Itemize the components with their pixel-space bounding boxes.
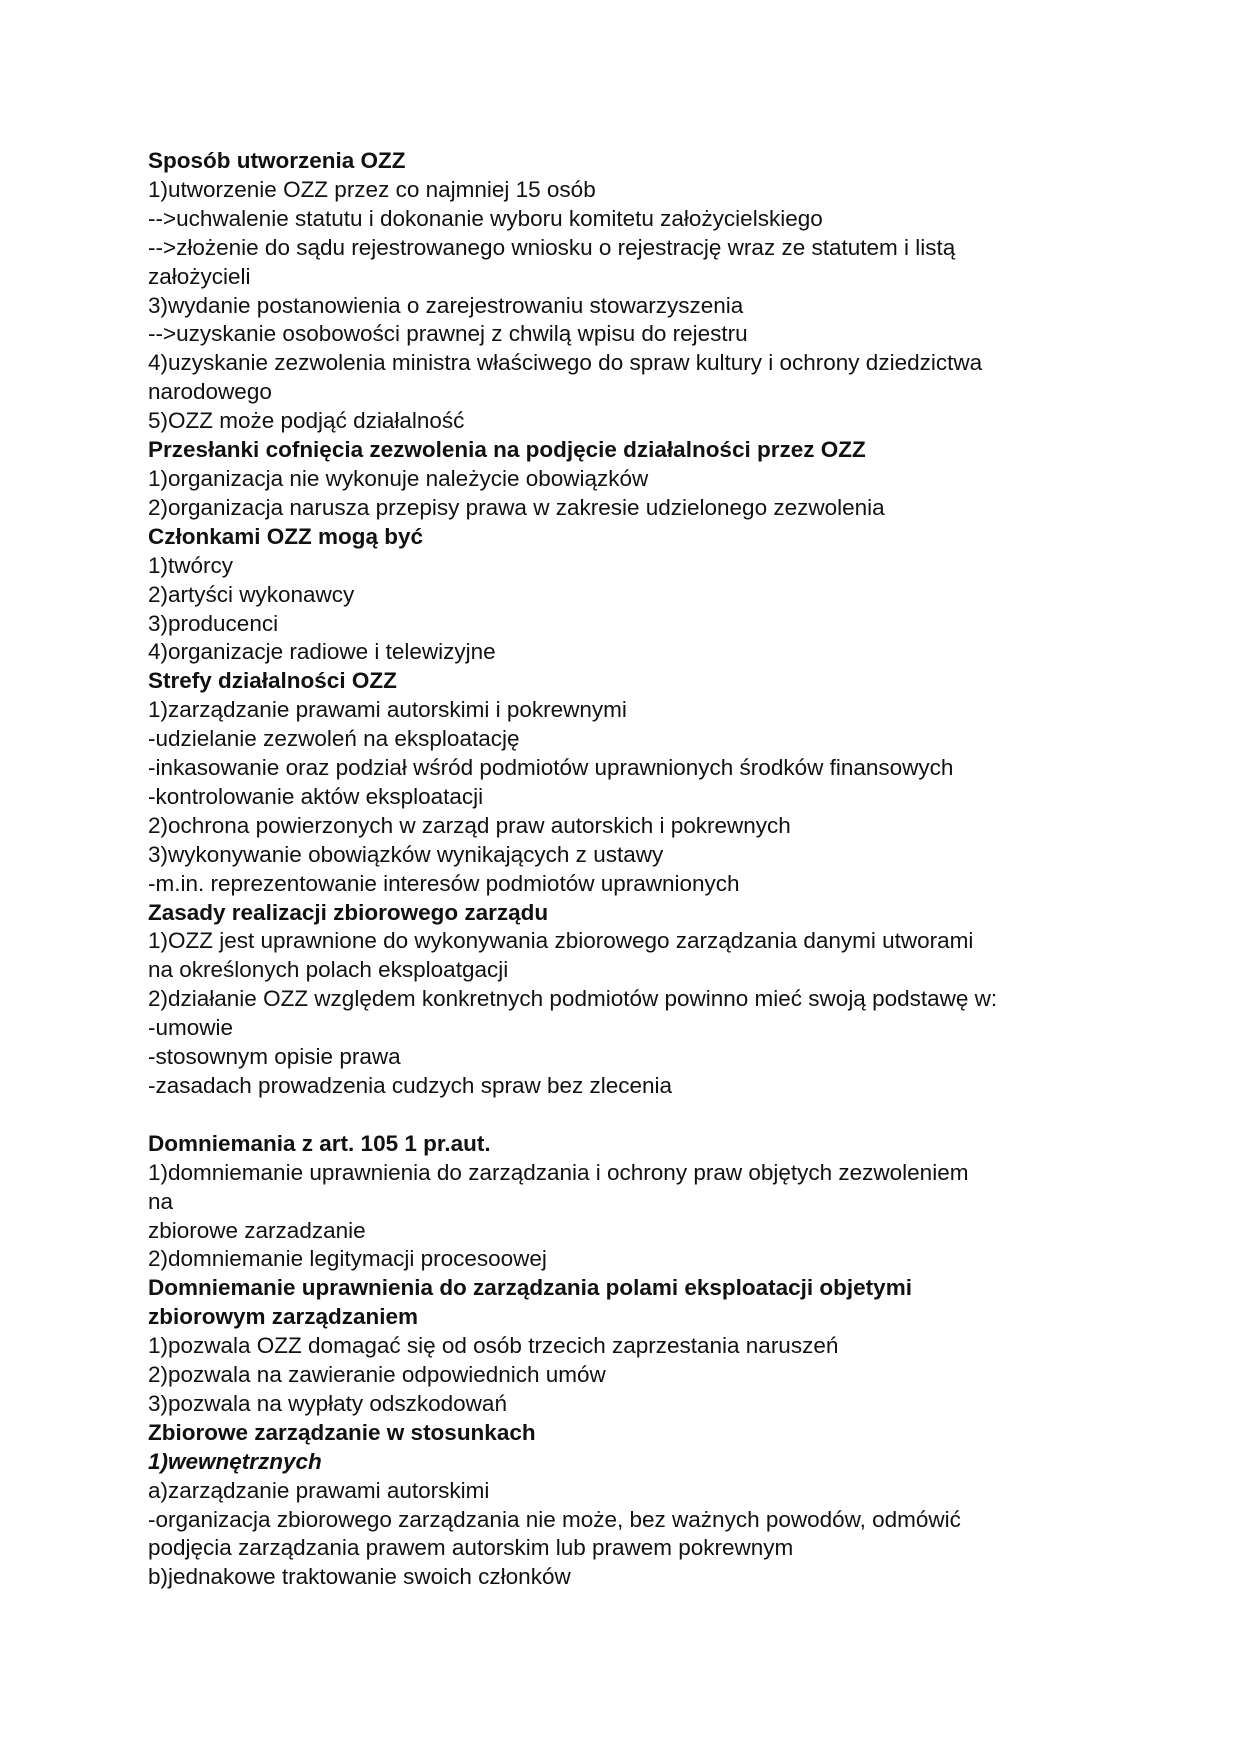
section-heading: zbiorowym zarządzaniem [148, 1304, 419, 1330]
document-page [148, 147, 1108, 1592]
text-line: 5)OZZ może podjąć działalność [148, 408, 465, 434]
subsection-heading: 1)wewnętrznych [148, 1448, 322, 1474]
text-line: 3)pozwala na wypłaty odszkodowań [148, 1390, 507, 1416]
text-line: -->złożenie do sądu rejestrowanego wniosku o rejestrację wraz ze statutem i listą [148, 234, 956, 260]
text-line: -zasadach prowadzenia cudzych spraw bez zlecenia [148, 1073, 673, 1098]
text-line: 2)organizacja narusza przepisy prawa w zakresie udzielonego zezwolenia [148, 494, 885, 520]
section-heading: Sposób utworzenia OZZ [148, 148, 406, 173]
text-line: 2)ochrona powierzonych w zarząd praw autorskich i pokrewnych [148, 812, 791, 838]
text-line: 1)pozwala OZZ domagać się od osób trzecich zaprzestania naruszeń [148, 1333, 839, 1359]
text-line: 1)zarządzanie prawami autorskimi i pokrewnymi [148, 697, 627, 723]
section-heading: Członkami OZZ mogą być [148, 523, 424, 549]
text-line: 1)twórcy [148, 552, 234, 578]
text-line: na określonych polach eksploatgacji [148, 957, 509, 983]
section-heading: Przesłanki cofnięcia zezwolenia na podjęcie działalności przez OZZ [148, 437, 866, 463]
section-heading: Domniemanie uprawnienia do zarządzania polami eksploatacji objetymi [148, 1275, 912, 1301]
text-line: 1)organizacja nie wykonuje należycie obowiązków [148, 465, 649, 491]
section-heading: Domniemania z art. 105 1 pr.aut. [148, 1130, 491, 1156]
text-line: -udzielanie zezwoleń na eksploatację [148, 726, 520, 752]
text-line: 2)działanie OZZ względem konkretnych podmiotów powinno mieć swoją podstawę w: [148, 986, 998, 1012]
section-heading: Zasady realizacji zbiorowego zarządu [148, 899, 549, 925]
text-line: b)jednakowe traktowanie swoich członków [148, 1564, 571, 1590]
text-line: -organizacja zbiorowego zarządzania nie może, bez ważnych powodów, odmówić [148, 1506, 961, 1532]
text-line: 4)uzyskanie zezwolenia ministra właściwego do spraw kultury i ochrony dziedzictwa [148, 350, 983, 376]
text-line: -->uzyskanie osobowości prawnej z chwilą wpisu do rejestru [148, 321, 748, 347]
text-line: 2)artyści wykonawcy [148, 581, 355, 607]
text-line: a)zarządzanie prawami autorskimi [148, 1477, 490, 1503]
text-line: 1)OZZ jest uprawnione do wykonywania zbiorowego zarządzania danymi utworami [148, 928, 974, 954]
text-line: 4)organizacje radiowe i telewizyjne [148, 639, 496, 665]
text-line: 2)domniemanie legitymacji procesoowej [148, 1246, 547, 1272]
text-line: 2)pozwala na zawieranie odpowiednich umów [148, 1362, 606, 1388]
text-line: -inkasowanie oraz podział wśród podmiotów uprawnionych środków finansowych [148, 755, 954, 781]
text-line: zbiorowe zarzadzanie [148, 1217, 366, 1243]
text-line: 3)producenci [148, 610, 279, 636]
text-line: -m.in. reprezentowanie interesów podmiotów uprawnionych [148, 870, 740, 896]
blank-line [148, 1101, 1108, 1130]
text-line: -kontrolowanie aktów eksploatacji [148, 783, 484, 809]
section-heading: Strefy działalności OZZ [148, 668, 397, 694]
text-line: -stosownym opisie prawa [148, 1044, 401, 1070]
text-line: 1)utworzenie OZZ przez co najmniej 15 osób [148, 176, 596, 202]
text-line: -umowie [148, 1015, 234, 1041]
text-line: -->uchwalenie statutu i dokonanie wyboru komitetu założycielskiego [148, 205, 823, 231]
text-line: 3)wydanie postanowienia o zarejestrowaniu stowarzyszenia [148, 292, 744, 318]
text-line: 1)domniemanie uprawnienia do zarządzania i ochrony praw objętych zezwoleniem [148, 1159, 969, 1185]
section-heading: Zbiorowe zarządzanie w stosunkach [148, 1419, 536, 1445]
text-line: podjęcia zarządzania prawem autorskim lub prawem pokrewnym [148, 1535, 794, 1561]
text-line: założycieli [148, 263, 251, 289]
text-line: narodowego [148, 379, 272, 405]
text-line: 3)wykonywanie obowiązków wynikających z ustawy [148, 841, 664, 867]
text-line: na [148, 1188, 174, 1214]
